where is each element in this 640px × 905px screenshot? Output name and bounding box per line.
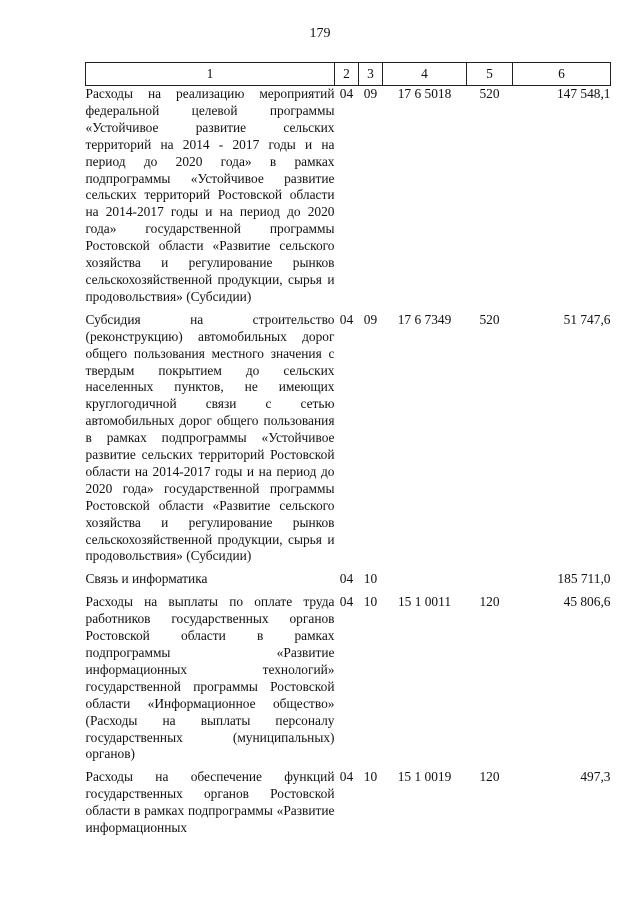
row-description: Связь и информатика xyxy=(85,571,208,587)
row-target-article-code xyxy=(383,571,467,594)
row-section-code: 04 xyxy=(339,311,354,327)
budget-table xyxy=(85,62,611,837)
row-section-code: 04 xyxy=(339,86,354,101)
row-amount: 147 548,1 xyxy=(556,86,611,101)
row-expense-type-code: 520 xyxy=(479,86,500,101)
row-target-article-code: 17 6 5018 xyxy=(397,86,452,101)
row-amount: 51 747,6 xyxy=(563,311,611,327)
row-section-code: 04 xyxy=(339,594,354,610)
row-subsection-code: 10 xyxy=(363,571,378,587)
row-subsection-code: 09 xyxy=(363,86,378,101)
row-subsection-code: 10 xyxy=(363,594,378,610)
row-description: Расходы на выплаты по оплате труда работников государственных органов Ростовской области в рамках подпрограммы «Развитие информационных технологий» государственной программы Ростовской области «Информационное общество» (Расходы на выплаты персоналу государственных (муниципальных) органов) xyxy=(85,594,335,762)
table-row xyxy=(86,86,611,312)
row-description: Расходы на обеспечение функций государственных органов Ростовской области в рамках подпрограммы «Развитие информационных xyxy=(85,769,335,836)
column-header-5: 5 xyxy=(467,63,513,86)
row-amount: 185 711,0 xyxy=(557,571,611,587)
row-description: Субсидия на строительство (реконструкцию) автомобильных дорог общего пользования местного значения с твердым покрытием до сельских населенных пунктов, не имеющих круглогодичной связи с сетью автомобильных дорог общего пользования в рамках подпрограммы «Устойчивое развитие сельских территорий Ростовской области на 2014-2017 годы и на период до 2020 года» государственной программы Ростовской области «Развитие сельского хозяйства и регулирование рынков сельскохозяйственной продукции, сырья и продовольствия» (Субсидии) xyxy=(85,311,335,564)
row-section-code: 04 xyxy=(339,571,354,587)
table-row xyxy=(86,594,611,769)
table-row xyxy=(86,769,611,837)
row-subsection-code: 10 xyxy=(363,769,378,785)
row-amount: 45 806,6 xyxy=(563,594,611,610)
table-row xyxy=(86,571,611,594)
row-expense-type-code: 120 xyxy=(479,769,500,785)
row-subsection-code: 09 xyxy=(363,311,378,327)
column-header-4: 4 xyxy=(383,63,467,86)
column-header-2: 2 xyxy=(335,63,359,86)
column-header-6: 6 xyxy=(513,63,611,86)
row-target-article-code: 15 1 0019 xyxy=(397,769,452,785)
row-amount: 497,3 xyxy=(580,769,611,785)
table-row xyxy=(86,312,611,572)
row-description: Расходы на реализацию мероприятий федеральной целевой программы «Устойчивое развитие сельских территорий на 2014 - 2017 годы и на период до 2020 года» в рамках подпрограммы «Устойчивое развитие сельских территорий Ростовской области на 2014-2017 годы и на период до 2020 года» государственной программы Ростовской области «Развитие сельского хозяйства и регулирование рынков сельскохозяйственной продукции, сырья и продовольствия» (Субсидии) xyxy=(85,86,335,304)
table-header-row xyxy=(86,63,611,86)
row-expense-type-code: 120 xyxy=(479,594,500,610)
row-target-article-code: 17 6 7349 xyxy=(397,311,452,327)
column-header-3: 3 xyxy=(359,63,383,86)
row-expense-type-code: 520 xyxy=(479,311,500,327)
page-number: 179 xyxy=(309,26,331,41)
row-expense-type-code xyxy=(467,571,513,594)
row-target-article-code: 15 1 0011 xyxy=(397,594,452,610)
row-section-code: 04 xyxy=(339,769,354,785)
column-header-1: 1 xyxy=(86,63,335,86)
